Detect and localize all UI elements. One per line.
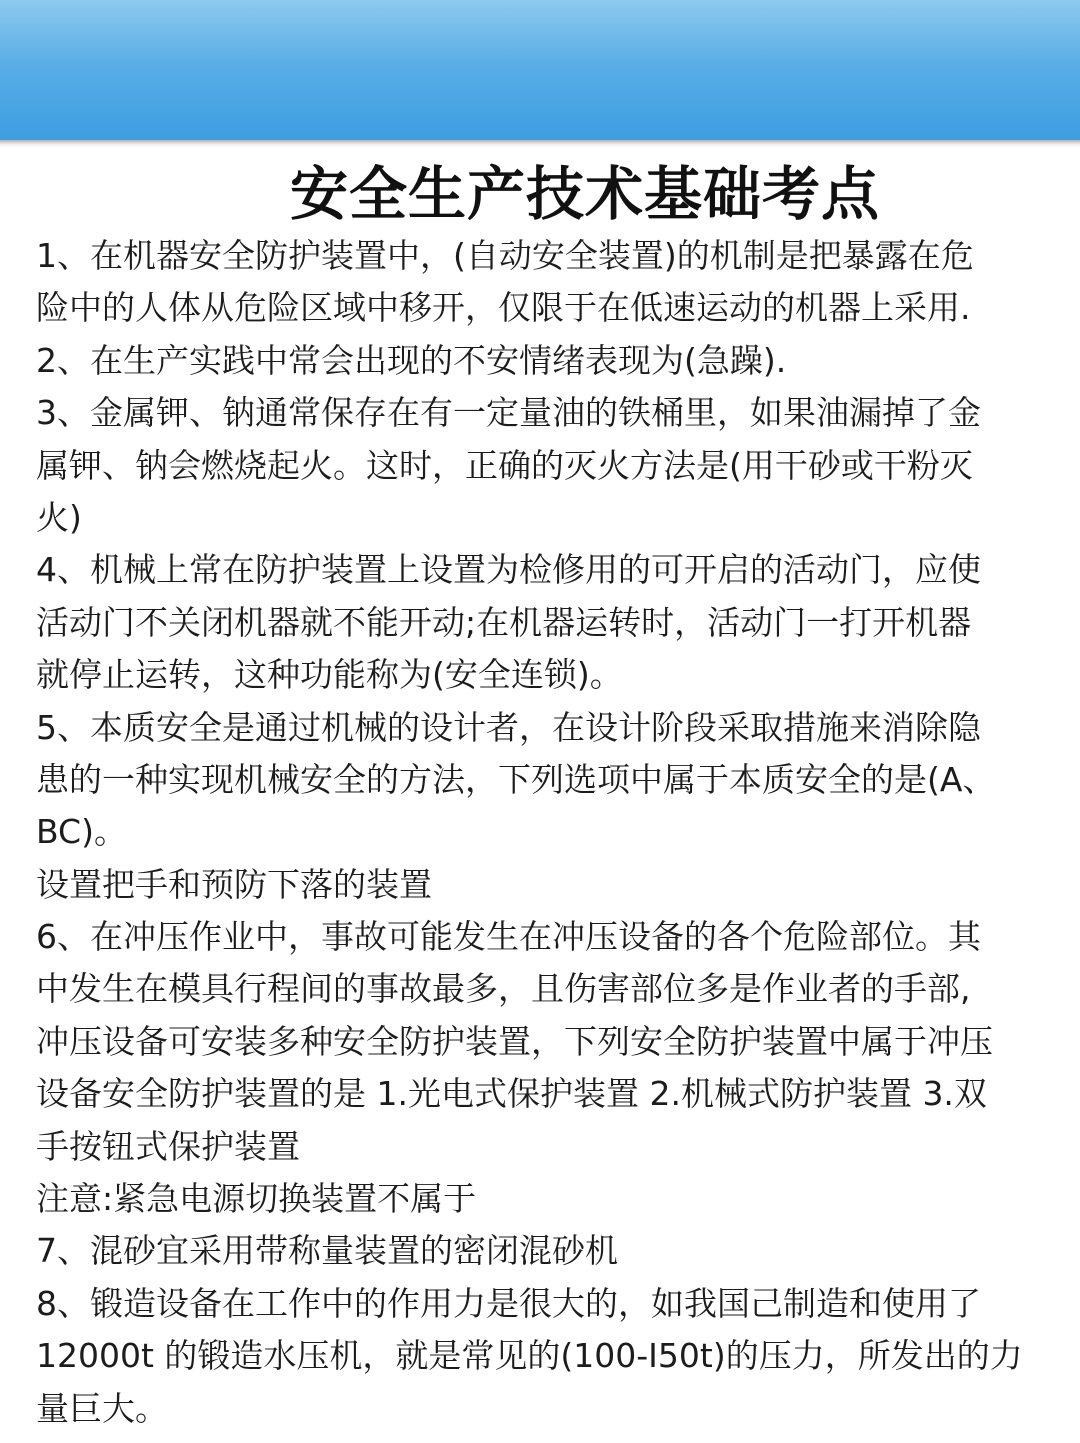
text-line: 患的一种实现机械安全的方法，下列选项中属于本质安全的是(A、 bbox=[36, 759, 996, 799]
text-line: 4、机械上常在防护装置上设置为检修用的可开启的活动门，应使 bbox=[36, 550, 981, 590]
text-line: 注意:紧急电源切换装置不属于 bbox=[36, 1179, 477, 1219]
text-line: 5、本质安全是通过机械的设计者，在设计阶段采取措施来消除隐 bbox=[36, 707, 981, 747]
page-title: 安全生产技术基础考点 bbox=[289, 160, 880, 228]
text-line: 12000t 的锻造水压机，就是常见的(100-I50t)的压力，所发出的力 bbox=[36, 1336, 1023, 1376]
text-line: 中发生在模具行程间的事故最多，且伤害部位多是作业者的手部, bbox=[36, 969, 971, 1009]
text-line: 手按钮式保护装置 bbox=[36, 1126, 300, 1166]
text-line: 就停止运转，这种功能称为(安全连锁)。 bbox=[36, 655, 623, 695]
text-line: 1、在机器安全防护装置中，(自动安全装置)的机制是把暴露在危 bbox=[36, 236, 974, 275]
text-line: 活动门不关闭机器就不能开动;在机器运转时，活动门一打开机器 bbox=[36, 602, 972, 642]
text-line: 设备安全防护装置的是 1.光电式保护装置 2.机械式防护装置 3.双 bbox=[36, 1074, 987, 1114]
text-line: 3、金属钾、钠通常保存在有一定量油的铁桶里，如果油漏掉了金 bbox=[36, 393, 981, 433]
text-line: 6、在冲压作业中，事故可能发生在冲压设备的各个危险部位。其 bbox=[36, 917, 981, 957]
banner-shadow bbox=[0, 140, 1080, 148]
top-banner bbox=[0, 0, 1080, 140]
document-body bbox=[36, 230, 1048, 1435]
text-line: 量巨大。 bbox=[36, 1388, 168, 1428]
text-line: 8、锻造设备在工作中的作用力是很大的，如我国己制造和使用了 bbox=[36, 1283, 981, 1323]
text-line: 冲压设备可安装多种安全防护装置，下列安全防护装置中属于冲压 bbox=[36, 1021, 993, 1061]
text-line: 险中的人体从危险区域中移开，仅限于在低速运动的机器上采用. bbox=[36, 288, 971, 328]
text-line: 火) bbox=[36, 497, 82, 537]
text-line: 7、混砂宜采用带称量装置的密闭混砂机 bbox=[36, 1231, 618, 1271]
text-line: BC)。 bbox=[36, 812, 127, 852]
text-line: 设置把手和预防下落的装置 bbox=[36, 864, 432, 904]
text-line: 属钾、钠会燃烧起火。这时，正确的灭火方法是(用干砂或干粉灭 bbox=[36, 445, 973, 485]
text-line: 2、在生产实践中常会出现的不安情绪表现为(急躁). bbox=[36, 340, 787, 380]
